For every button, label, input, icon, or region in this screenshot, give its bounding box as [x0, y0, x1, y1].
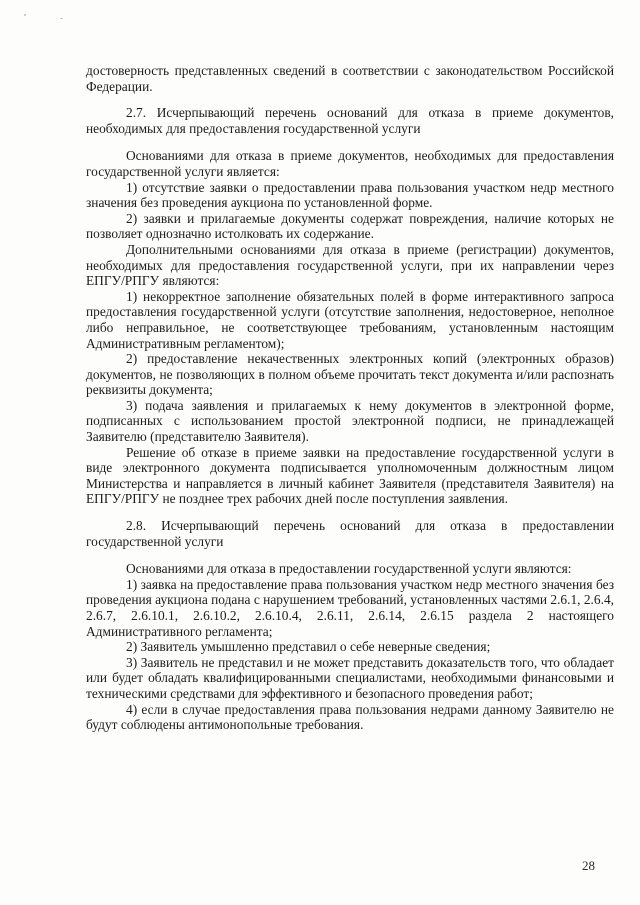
- paragraph-continuation: достоверность представленных сведений в соответствии с законодательством Российской Федерации.: [86, 63, 614, 94]
- page-number: 28: [582, 858, 595, 873]
- paragraph: Решение об отказе в приеме заявки на предоставление государственной услуги в виде электронного документа подписывается уполномоченным должностным лицом Министерства и направляется в личный кабинет Заявителя (представителя Заявителя) на ЕПГУ/РПГУ не позднее трех рабочих дней после поступления заявления.: [86, 444, 614, 507]
- list-item: 2) Заявитель умышленно представил о себе неверные сведения;: [126, 639, 491, 655]
- list-item: 1) отсутствие заявки о предоставлении права пользования участком недр местного значения без проведения аукциона по установленной форме.: [86, 179, 614, 211]
- list-item: 1) заявка на предоставление права пользования участком недр местного значения без проведения аукциона подана с нарушением требований, установленных частями 2.6.1, 2.6.4, 2.6.7, 2.6.10.1, 2.6.10.2, 2.6.10.4, 2.6.11, 2.6.14, 2.6.15 раздела 2 настоящего Административного регламента;: [86, 576, 614, 639]
- scan-speck: [60, 18, 63, 19]
- list-item: 4) если в случае предоставления права пользования недрами данному Заявителю не будут соблюдены антимонопольные требования.: [86, 701, 614, 733]
- section-heading-2-8: 2.8. Исчерпывающий перечень оснований для отказа в предоставлении государственной услуги: [86, 518, 614, 549]
- list-item: 1) некорректное заполнение обязательных полей в форме интерактивного запроса предоставления государственной услуги (отсутствие заполнения, недостоверное, неполное либо неправильное, не соответствующее требованиям, установленным настоящим Административным регламентом);: [86, 288, 614, 351]
- section-heading-2-7: 2.7. Исчерпывающий перечень оснований для отказа в приеме документов, необходимых для предоставления государственной услуги: [86, 105, 614, 136]
- paragraph: Основаниями для отказа в приеме документов, необходимых для предоставления государственной услуги является:: [86, 148, 614, 179]
- document-body: [86, 63, 614, 733]
- paragraph: Дополнительными основаниями для отказа в приеме (регистрации) документов, необходимых для предоставления государственной услуги, при их направлении через ЕПГУ/РПГУ являются:: [86, 241, 614, 289]
- list-item: 3) подача заявления и прилагаемых к нему документов в электронной форме, подписанных с использованием простой электронной подписи, не принадлежащей Заявителю (представителю Заявителя).: [86, 397, 614, 445]
- scan-speck: [24, 14, 26, 16]
- list-item: 2) предоставление некачественных электронных копий (электронных образов) документов, не позволяющих в полном объеме прочитать текст документа и/или распознать реквизиты документа;: [86, 351, 614, 398]
- list-item: 3) Заявитель не представил и не может представить доказательств того, что обладает или будет обладать квалифицированными специалистами, необходимыми финансовыми и техническими средствами для эффективного и безопасного проведения работ;: [86, 654, 614, 701]
- paragraph: Основаниями для отказа в предоставлении государственной услуги являются:: [126, 561, 572, 577]
- list-item: 2) заявки и прилагаемые документы содержат повреждения, наличие которых не позволяет однозначно истолковать их содержание.: [86, 210, 614, 242]
